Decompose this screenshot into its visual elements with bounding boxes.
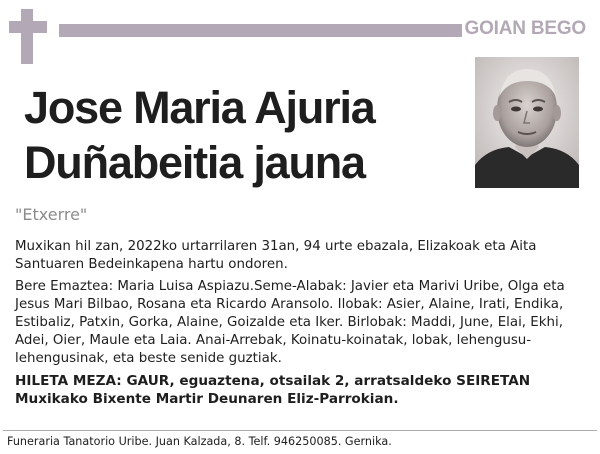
funeral-mass-paragraph: HILETA MEZA: GAUR, eguaztena, otsailak 2, arratsaldeko SEIRETAN Muxikako Bixente Martir Deunaren Eliz-Parrokian.	[15, 373, 531, 407]
portrait-image	[475, 57, 579, 188]
deceased-nickname: "Etxerre"	[15, 205, 88, 224]
cross-vertical-bar	[21, 9, 33, 64]
deceased-name	[24, 80, 464, 190]
header-divider-bar	[59, 24, 462, 37]
deceased-name-line2: Duñabeitia jauna	[24, 137, 365, 188]
death-notice-paragraph: Muxikan hil zan, 2022ko urtarrilaren 31an, 94 urte ebazala, Elizakoak eta Aita Santuaren Bedeinkapena hartu ondoren.	[15, 239, 537, 272]
family-paragraph: Bere Emaztea: Maria Luisa Aspiazu.Seme-Alabak: Javier eta Marivi Uribe, Olga eta Jesus Mari Bilbao, Rosana eta Ricardo Aransolo. Ilobak: Asier, Alaine, Irati, Endika, Estibaliz, Patxin, Gorka, Alaine, Goizalde eta Iker. Birlobak: Maddi, June, Elai, Ekhi, Adei, Oier, Maule eta Laia. Anai-Arrebak, Koinatu-koinatak, lobak, lehengusu-lehengusinak, eta beste senide guztiak.	[15, 279, 565, 366]
deceased-name-line1: Jose Maria Ajuria	[24, 82, 375, 133]
funeral-home-info: Funeraria Tanatorio Uribe. Juan Kalzada, 8. Telf. 946250085. Gernika.	[7, 435, 392, 448]
footer-divider-line	[3, 430, 597, 431]
cross-horizontal-bar	[9, 21, 47, 33]
obituary-body	[15, 238, 585, 412]
deceased-portrait-photo	[475, 57, 579, 188]
publication-brand: GOIAN BEGO	[464, 18, 586, 39]
